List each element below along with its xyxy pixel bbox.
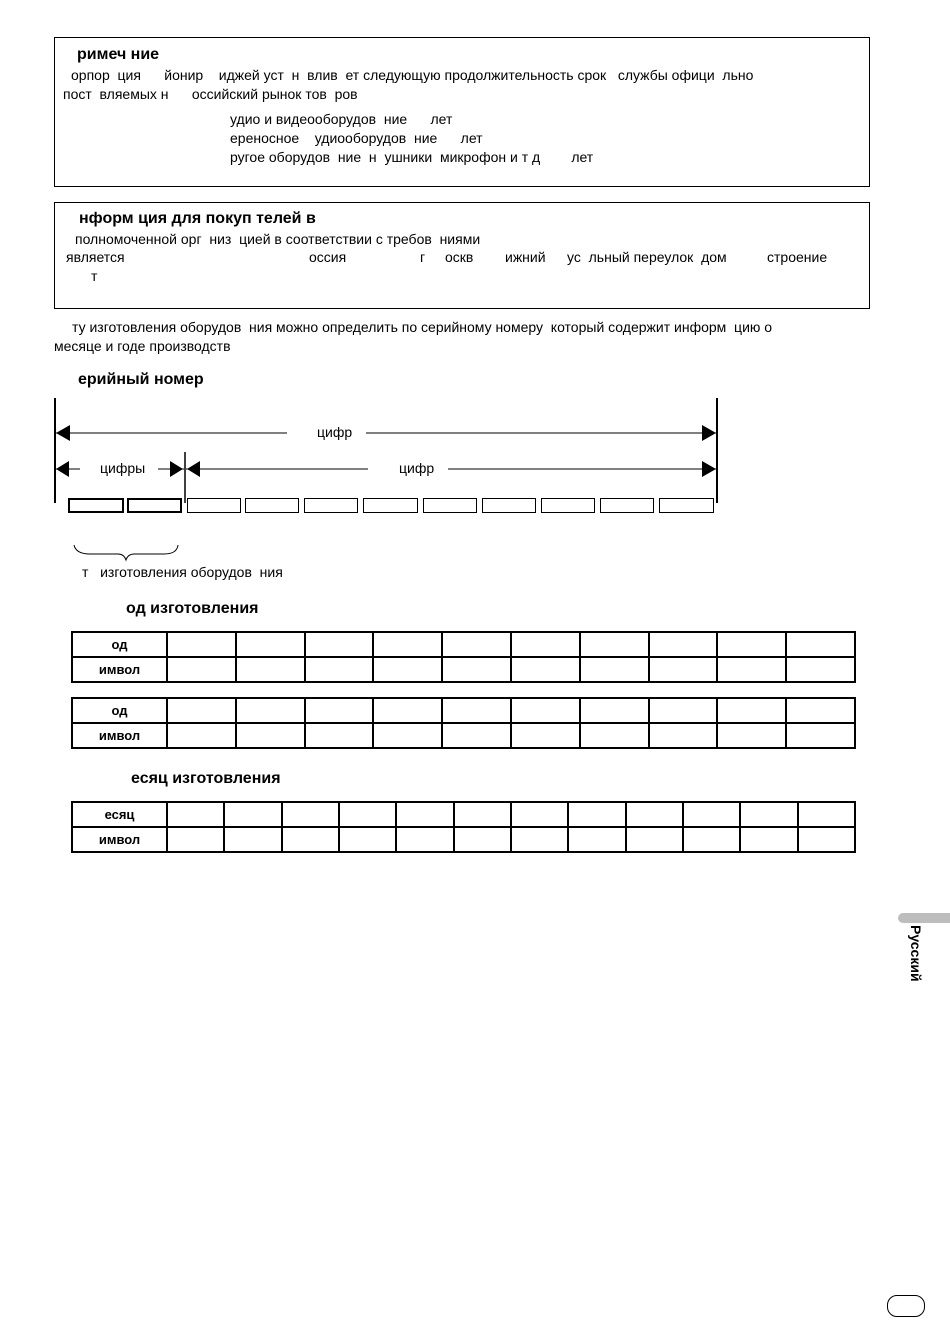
info-line-2-b: оссия [309,249,347,265]
serial-digit-cell [659,498,714,513]
first-arrow-head-right [170,461,183,477]
symbol-row-label: имвол [72,827,167,852]
serial-digit-cell [127,498,182,513]
serial-digit-cell [245,498,299,513]
info-title: нформ ция для покуп телей в [79,210,316,227]
first-arrow-head-left [56,461,69,477]
serial-digit-cell [482,498,536,513]
rest-arrow-head-left [187,461,200,477]
note-item-2: ереносное удиооборудов ние лет [230,130,483,146]
total-arrow-head-right [702,425,716,441]
month-table [71,801,856,853]
language-label-text: Русский [908,925,924,982]
total-arrow-head-left [56,425,70,441]
rest-digits-label: цифр [399,460,435,476]
note-line-1: орпор ция йонир иджей уст н влив ет следующую продолжительность срок службы офици льно [71,67,754,83]
serial-digit-cell [541,498,595,513]
serial-digit-cell [423,498,477,513]
total-digits-label: цифр [317,424,353,440]
year-table-2 [71,697,856,749]
note-line-2: пост вляемых н оссийский рынок тов ров [63,86,358,102]
info-line-2-d: оскв [445,249,474,265]
symbol-row-label: имвол [72,657,167,682]
info-line-2-e: ижний [505,249,546,265]
serial-diagram [0,390,950,570]
info-line-2-g: строение [767,249,828,265]
paragraph-line-1: ту изготовления оборудов ния можно определить по серийному номеру который содержит информ цию о [72,319,773,335]
note-item-1: удио и видеооборудов ние лет [230,111,453,127]
language-tab [898,913,950,923]
year-row-label: од [72,698,167,723]
table-row [72,657,855,682]
info-line-2-f: ус льный переулок дом [567,249,727,265]
serial-digit-cell [187,498,241,513]
table-row [72,698,855,723]
language-label [890,925,950,1005]
serial-digit-cell [363,498,418,513]
serial-digit-cell [304,498,358,513]
info-line-3: т [91,268,98,284]
table-row [72,827,855,852]
month-row-label: есяц [72,802,167,827]
table-row [72,802,855,827]
year-row-label: од [72,632,167,657]
symbol-row-label: имвол [72,723,167,748]
year-table-1 [71,631,856,683]
info-line-1: полномоченной орг низ цией в соответствии с требов ниями [75,231,481,247]
info-line-2-a: является [66,249,125,265]
serial-heading: ерийный номер [78,371,204,388]
rest-arrow-head-right [702,461,716,477]
info-box [54,202,870,309]
note-item-3: ругое оборудов ние н ушники микрофон и т д лет [230,149,594,165]
serial-digit-cell [68,498,124,513]
month-heading: есяц изготовления [131,770,281,787]
brace-label: т изготовления оборудов ния [82,564,283,580]
paragraph-line-2: месяце и годе производств [54,338,231,354]
first-digits-label: цифры [100,460,146,476]
table-row [72,632,855,657]
page-number-badge [887,1295,925,1317]
date-brace [74,545,178,560]
note-title: римеч ние [77,46,160,63]
table-row [72,723,855,748]
year-heading: од изготовления [126,600,259,617]
serial-digit-cell [600,498,654,513]
note-box [54,37,870,187]
info-line-2-c: г [420,249,426,265]
